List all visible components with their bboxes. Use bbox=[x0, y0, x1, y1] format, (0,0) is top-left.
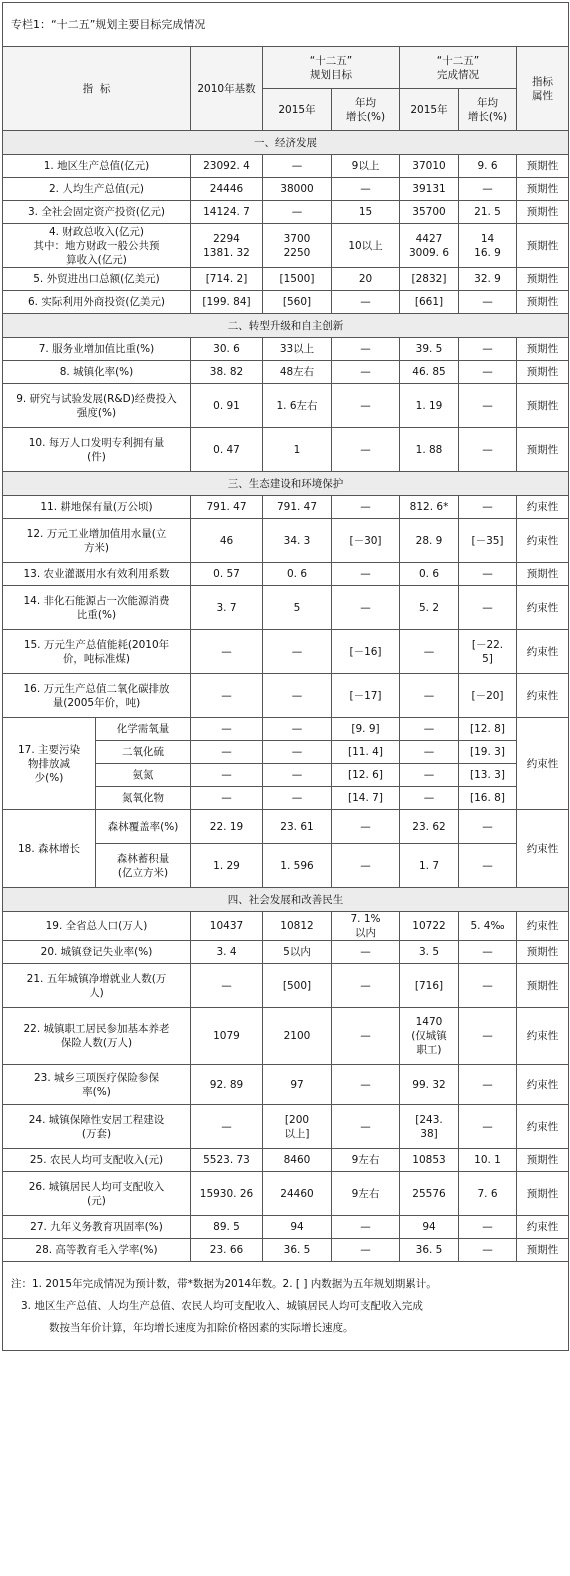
base-2010-cell: 3. 4 bbox=[191, 941, 263, 964]
attribute-cell: 预期性 bbox=[517, 155, 569, 178]
indicator-group-cell: 18. 森林增长 bbox=[3, 810, 96, 888]
plan-2015-cell: 1. 596 bbox=[263, 844, 332, 888]
indicator-cell: 14. 非化石能源占一次能源消费 比重(%) bbox=[3, 586, 191, 630]
base-2010-cell: — bbox=[191, 741, 263, 764]
actual-growth-cell: 7. 6 bbox=[459, 1172, 517, 1216]
actual-2015-cell: 1. 19 bbox=[400, 384, 459, 428]
attribute-cell: 约束性 bbox=[517, 1216, 569, 1239]
actual-2015-cell: 1. 88 bbox=[400, 428, 459, 472]
base-2010-cell: — bbox=[191, 630, 263, 674]
plan-growth-cell: — bbox=[332, 1008, 400, 1065]
actual-2015-cell: 37010 bbox=[400, 155, 459, 178]
plan-growth-cell: — bbox=[332, 384, 400, 428]
attribute-cell: 预期性 bbox=[517, 1172, 569, 1216]
actual-growth-cell: [13. 3] bbox=[459, 764, 517, 787]
table-row bbox=[3, 1239, 569, 1262]
plan-growth-cell: 10以上 bbox=[332, 224, 400, 268]
actual-2015-cell: 3. 5 bbox=[400, 941, 459, 964]
plan-2015-cell: 791. 47 bbox=[263, 496, 332, 519]
plan-2015-cell: 5 bbox=[263, 586, 332, 630]
table-row bbox=[3, 810, 569, 844]
table-row bbox=[3, 1149, 569, 1172]
plan-2015-cell: — bbox=[263, 764, 332, 787]
plan-2015-cell: 24460 bbox=[263, 1172, 332, 1216]
plan-2015-cell: 8460 bbox=[263, 1149, 332, 1172]
base-2010-cell: [714. 2] bbox=[191, 268, 263, 291]
actual-growth-cell: — bbox=[459, 291, 517, 314]
indicator-cell: 13. 农业灌溉用水有效利用系数 bbox=[3, 563, 191, 586]
note-line: 数按当年价计算，年均增长速度为扣除价格因素的实际增长速度。 bbox=[49, 1322, 354, 1334]
plan-2015-cell: 94 bbox=[263, 1216, 332, 1239]
attribute-cell: 约束性 bbox=[517, 718, 569, 810]
indicator-cell: 15. 万元生产总值能耗(2010年 价，吨标准煤) bbox=[3, 630, 191, 674]
table-row bbox=[3, 178, 569, 201]
plan-growth-cell: 7. 1% 以内 bbox=[332, 912, 400, 941]
actual-2015-cell: — bbox=[400, 718, 459, 741]
indicator-cell: 1. 地区生产总值(亿元) bbox=[3, 155, 191, 178]
attribute-cell: 预期性 bbox=[517, 201, 569, 224]
plan-2015-cell: 38000 bbox=[263, 178, 332, 201]
indicator-cell: 26. 城镇居民人均可支配收入 (元) bbox=[3, 1172, 191, 1216]
base-2010-cell: 1. 29 bbox=[191, 844, 263, 888]
actual-2015-cell: 812. 6* bbox=[400, 496, 459, 519]
base-2010-cell: — bbox=[191, 764, 263, 787]
actual-growth-cell: 32. 9 bbox=[459, 268, 517, 291]
plan-growth-cell: 20 bbox=[332, 268, 400, 291]
actual-2015-cell: [243. 38] bbox=[400, 1105, 459, 1149]
table-row bbox=[3, 674, 569, 718]
plan-growth-cell: [－17] bbox=[332, 674, 400, 718]
indicator-cell: 25. 农民人均可支配收入(元) bbox=[3, 1149, 191, 1172]
attribute-cell: 约束性 bbox=[517, 519, 569, 563]
base-2010-cell: — bbox=[191, 787, 263, 810]
actual-2015-cell: 10853 bbox=[400, 1149, 459, 1172]
plan-2015-cell: [500] bbox=[263, 964, 332, 1008]
section-row bbox=[3, 888, 569, 912]
actual-growth-cell: — bbox=[459, 1105, 517, 1149]
attribute-cell: 预期性 bbox=[517, 178, 569, 201]
attribute-cell: 约束性 bbox=[517, 586, 569, 630]
attribute-cell: 预期性 bbox=[517, 224, 569, 268]
actual-growth-cell: — bbox=[459, 1216, 517, 1239]
table-row bbox=[3, 586, 569, 630]
base-2010-cell: [199. 84] bbox=[191, 291, 263, 314]
sub-indicator-cell: 二氧化硫 bbox=[96, 741, 191, 764]
base-2010-cell: — bbox=[191, 674, 263, 718]
attribute-cell: 预期性 bbox=[517, 361, 569, 384]
attribute-cell: 预期性 bbox=[517, 428, 569, 472]
actual-growth-cell: — bbox=[459, 361, 517, 384]
plan-2015-cell: 23. 61 bbox=[263, 810, 332, 844]
table-row bbox=[3, 1216, 569, 1239]
plan-growth-cell: — bbox=[332, 941, 400, 964]
indicator-cell: 5. 外贸进出口总额(亿美元) bbox=[3, 268, 191, 291]
actual-2015-cell: 0. 6 bbox=[400, 563, 459, 586]
attribute-cell: 约束性 bbox=[517, 1065, 569, 1105]
indicator-cell: 27. 九年义务教育巩固率(%) bbox=[3, 1216, 191, 1239]
plan-2015-cell: [1500] bbox=[263, 268, 332, 291]
plan-growth-cell: — bbox=[332, 810, 400, 844]
plan-growth-cell: [9. 9] bbox=[332, 718, 400, 741]
table-row bbox=[3, 964, 569, 1008]
base-2010-cell: 24446 bbox=[191, 178, 263, 201]
section-row bbox=[3, 131, 569, 155]
actual-growth-cell: — bbox=[459, 964, 517, 1008]
note-line: 注：1. 2015年完成情况为预计数，带*数据为2014年数。2. [ ] 内数据为五年规划期累计。 bbox=[11, 1278, 437, 1290]
attribute-cell: 约束性 bbox=[517, 630, 569, 674]
plan-growth-cell: — bbox=[332, 1105, 400, 1149]
indicator-cell: 11. 耕地保有量(万公顷) bbox=[3, 496, 191, 519]
indicator-cell: 3. 全社会固定资产投资(亿元) bbox=[3, 201, 191, 224]
table-row bbox=[3, 201, 569, 224]
table-row bbox=[3, 563, 569, 586]
indicator-cell: 24. 城镇保障性安居工程建设 (万套) bbox=[3, 1105, 191, 1149]
plan-growth-cell: 9以上 bbox=[332, 155, 400, 178]
actual-2015-cell: 5. 2 bbox=[400, 586, 459, 630]
actual-2015-cell: 1. 7 bbox=[400, 844, 459, 888]
header-plan-growth: 年均 增长(%) bbox=[332, 89, 400, 131]
actual-2015-cell: 94 bbox=[400, 1216, 459, 1239]
indicator-cell: 7. 服务业增加值比重(%) bbox=[3, 338, 191, 361]
actual-2015-cell: 39131 bbox=[400, 178, 459, 201]
indicator-cell: 16. 万元生产总值二氧化碳排放 量(2005年价，吨) bbox=[3, 674, 191, 718]
plan-growth-cell: 9左右 bbox=[332, 1172, 400, 1216]
plan-2015-cell: [200 以上] bbox=[263, 1105, 332, 1149]
base-2010-cell: 3. 7 bbox=[191, 586, 263, 630]
base-2010-cell: 2294 1381. 32 bbox=[191, 224, 263, 268]
actual-2015-cell: — bbox=[400, 630, 459, 674]
base-2010-cell: — bbox=[191, 1105, 263, 1149]
base-2010-cell: — bbox=[191, 964, 263, 1008]
actual-2015-cell: 10722 bbox=[400, 912, 459, 941]
attribute-cell: 预期性 bbox=[517, 268, 569, 291]
plan-growth-cell: [－16] bbox=[332, 630, 400, 674]
base-2010-cell: 92. 89 bbox=[191, 1065, 263, 1105]
table-notes bbox=[3, 1262, 569, 1351]
base-2010-cell: 0. 47 bbox=[191, 428, 263, 472]
indicator-cell: 6. 实际利用外商投资(亿美元) bbox=[3, 291, 191, 314]
planning-table-figure bbox=[2, 2, 568, 1351]
actual-growth-cell: 21. 5 bbox=[459, 201, 517, 224]
base-2010-cell: 791. 47 bbox=[191, 496, 263, 519]
attribute-cell: 约束性 bbox=[517, 1105, 569, 1149]
base-2010-cell: 30. 6 bbox=[191, 338, 263, 361]
attribute-cell: 预期性 bbox=[517, 1149, 569, 1172]
indicator-cell: 2. 人均生产总值(元) bbox=[3, 178, 191, 201]
indicator-cell: 4. 财政总收入(亿元) 其中：地方财政一般公共预 算收入(亿元) bbox=[3, 224, 191, 268]
base-2010-cell: 46 bbox=[191, 519, 263, 563]
plan-2015-cell: 2100 bbox=[263, 1008, 332, 1065]
plan-growth-cell: [12. 6] bbox=[332, 764, 400, 787]
actual-2015-cell: — bbox=[400, 787, 459, 810]
plan-growth-cell: — bbox=[332, 361, 400, 384]
actual-2015-cell: 39. 5 bbox=[400, 338, 459, 361]
actual-growth-cell: [16. 8] bbox=[459, 787, 517, 810]
plan-growth-cell: — bbox=[332, 291, 400, 314]
actual-2015-cell: 46. 85 bbox=[400, 361, 459, 384]
header-attribute: 指标 属性 bbox=[517, 47, 569, 131]
base-2010-cell: — bbox=[191, 718, 263, 741]
section-title: 一、经济发展 bbox=[3, 131, 569, 155]
table-row bbox=[3, 361, 569, 384]
base-2010-cell: 10437 bbox=[191, 912, 263, 941]
actual-growth-cell: 10. 1 bbox=[459, 1149, 517, 1172]
section-row bbox=[3, 314, 569, 338]
section-title: 二、转型升级和自主创新 bbox=[3, 314, 569, 338]
base-2010-cell: 38. 82 bbox=[191, 361, 263, 384]
actual-2015-cell: 99. 32 bbox=[400, 1065, 459, 1105]
attribute-cell: 预期性 bbox=[517, 384, 569, 428]
plan-2015-cell: 3700 2250 bbox=[263, 224, 332, 268]
section-row bbox=[3, 472, 569, 496]
header-done-group: “十二五” 完成情况 bbox=[400, 47, 517, 89]
actual-growth-cell: 9. 6 bbox=[459, 155, 517, 178]
base-2010-cell: 89. 5 bbox=[191, 1216, 263, 1239]
base-2010-cell: 14124. 7 bbox=[191, 201, 263, 224]
plan-2015-cell: 33以上 bbox=[263, 338, 332, 361]
header-base-2010: 2010年基数 bbox=[191, 47, 263, 131]
actual-growth-cell: — bbox=[459, 338, 517, 361]
table-row bbox=[3, 519, 569, 563]
sub-indicator-cell: 氨氮 bbox=[96, 764, 191, 787]
plan-2015-cell: — bbox=[263, 201, 332, 224]
actual-2015-cell: 4427 3009. 6 bbox=[400, 224, 459, 268]
actual-growth-cell: — bbox=[459, 941, 517, 964]
plan-2015-cell: — bbox=[263, 787, 332, 810]
actual-growth-cell: — bbox=[459, 496, 517, 519]
plan-2015-cell: 10812 bbox=[263, 912, 332, 941]
section-title: 三、生态建设和环境保护 bbox=[3, 472, 569, 496]
base-2010-cell: 15930. 26 bbox=[191, 1172, 263, 1216]
plan-2015-cell: 34. 3 bbox=[263, 519, 332, 563]
actual-2015-cell: [716] bbox=[400, 964, 459, 1008]
indicator-cell: 9. 研究与试验发展(R&D)经费投入 强度(%) bbox=[3, 384, 191, 428]
attribute-cell: 预期性 bbox=[517, 1239, 569, 1262]
plan-2015-cell: 5以内 bbox=[263, 941, 332, 964]
actual-growth-cell: [－22. 5] bbox=[459, 630, 517, 674]
actual-2015-cell: 28. 9 bbox=[400, 519, 459, 563]
plan-growth-cell: [14. 7] bbox=[332, 787, 400, 810]
actual-growth-cell: — bbox=[459, 810, 517, 844]
plan-2015-cell: 0. 6 bbox=[263, 563, 332, 586]
actual-2015-cell: 35700 bbox=[400, 201, 459, 224]
plan-growth-cell: [－30] bbox=[332, 519, 400, 563]
header-plan-year: 2015年 bbox=[263, 89, 332, 131]
actual-2015-cell: [2832] bbox=[400, 268, 459, 291]
planning-targets-table bbox=[2, 2, 569, 1351]
plan-growth-cell: — bbox=[332, 496, 400, 519]
attribute-cell: 预期性 bbox=[517, 338, 569, 361]
attribute-cell: 预期性 bbox=[517, 563, 569, 586]
indicator-cell: 19. 全省总人口(万人) bbox=[3, 912, 191, 941]
plan-growth-cell: — bbox=[332, 428, 400, 472]
header-done-year: 2015年 bbox=[400, 89, 459, 131]
table-row bbox=[3, 155, 569, 178]
plan-growth-cell: 9左右 bbox=[332, 1149, 400, 1172]
actual-growth-cell: [19. 3] bbox=[459, 741, 517, 764]
plan-2015-cell: 36. 5 bbox=[263, 1239, 332, 1262]
attribute-cell: 约束性 bbox=[517, 912, 569, 941]
note-line: 3. 地区生产总值、人均生产总值、农民人均可支配收入、城镇居民人均可支配收入完成 bbox=[21, 1300, 423, 1312]
plan-growth-cell: — bbox=[332, 1239, 400, 1262]
actual-growth-cell: — bbox=[459, 1239, 517, 1262]
actual-2015-cell: [661] bbox=[400, 291, 459, 314]
actual-growth-cell: — bbox=[459, 1008, 517, 1065]
actual-growth-cell: — bbox=[459, 1065, 517, 1105]
sub-indicator-cell: 氮氧化物 bbox=[96, 787, 191, 810]
plan-2015-cell: — bbox=[263, 155, 332, 178]
actual-growth-cell: [－20] bbox=[459, 674, 517, 718]
plan-growth-cell: — bbox=[332, 178, 400, 201]
attribute-cell: 约束性 bbox=[517, 496, 569, 519]
base-2010-cell: 22. 19 bbox=[191, 810, 263, 844]
table-row bbox=[3, 428, 569, 472]
plan-2015-cell: 48左右 bbox=[263, 361, 332, 384]
actual-2015-cell: — bbox=[400, 764, 459, 787]
sub-indicator-cell: 森林蓄积量 (亿立方米) bbox=[96, 844, 191, 888]
table-row bbox=[3, 338, 569, 361]
actual-growth-cell: [－35] bbox=[459, 519, 517, 563]
plan-growth-cell: — bbox=[332, 338, 400, 361]
header-indicator: 指 标 bbox=[3, 47, 191, 131]
table-row bbox=[3, 496, 569, 519]
indicator-cell: 20. 城镇登记失业率(%) bbox=[3, 941, 191, 964]
actual-2015-cell: 36. 5 bbox=[400, 1239, 459, 1262]
table-row bbox=[3, 630, 569, 674]
attribute-cell: 约束性 bbox=[517, 1008, 569, 1065]
actual-growth-cell: — bbox=[459, 384, 517, 428]
plan-growth-cell: — bbox=[332, 844, 400, 888]
plan-growth-cell: 15 bbox=[332, 201, 400, 224]
indicator-cell: 21. 五年城镇净增就业人数(万 人) bbox=[3, 964, 191, 1008]
plan-growth-cell: — bbox=[332, 586, 400, 630]
plan-2015-cell: — bbox=[263, 741, 332, 764]
actual-growth-cell: — bbox=[459, 563, 517, 586]
plan-2015-cell: — bbox=[263, 674, 332, 718]
indicator-cell: 10. 每万人口发明专利拥有量 (件) bbox=[3, 428, 191, 472]
base-2010-cell: 0. 91 bbox=[191, 384, 263, 428]
attribute-cell: 约束性 bbox=[517, 674, 569, 718]
plan-2015-cell: [560] bbox=[263, 291, 332, 314]
base-2010-cell: 1079 bbox=[191, 1008, 263, 1065]
plan-2015-cell: — bbox=[263, 630, 332, 674]
actual-growth-cell: 14 16. 9 bbox=[459, 224, 517, 268]
plan-2015-cell: 1 bbox=[263, 428, 332, 472]
attribute-cell: 预期性 bbox=[517, 291, 569, 314]
indicator-group-cell: 17. 主要污染 物排放减 少(%) bbox=[3, 718, 96, 810]
base-2010-cell: 23. 66 bbox=[191, 1239, 263, 1262]
indicator-cell: 28. 高等教育毛入学率(%) bbox=[3, 1239, 191, 1262]
attribute-cell: 预期性 bbox=[517, 964, 569, 1008]
actual-growth-cell: — bbox=[459, 586, 517, 630]
actual-growth-cell: 5. 4‰ bbox=[459, 912, 517, 941]
table-row bbox=[3, 384, 569, 428]
plan-2015-cell: 1. 6左右 bbox=[263, 384, 332, 428]
indicator-cell: 12. 万元工业增加值用水量(立 方米) bbox=[3, 519, 191, 563]
table-row bbox=[3, 912, 569, 941]
plan-growth-cell: — bbox=[332, 1065, 400, 1105]
table-caption: 专栏1：“十二五”规划主要目标完成情况 bbox=[3, 3, 569, 47]
actual-growth-cell: — bbox=[459, 428, 517, 472]
table-row bbox=[3, 941, 569, 964]
attribute-cell: 约束性 bbox=[517, 810, 569, 888]
table-row bbox=[3, 268, 569, 291]
table-row bbox=[3, 1105, 569, 1149]
actual-2015-cell: 1470 (仅城镇 职工) bbox=[400, 1008, 459, 1065]
plan-growth-cell: — bbox=[332, 1216, 400, 1239]
base-2010-cell: 0. 57 bbox=[191, 563, 263, 586]
indicator-cell: 22. 城镇职工居民参加基本养老 保险人数(万人) bbox=[3, 1008, 191, 1065]
table-row bbox=[3, 291, 569, 314]
plan-2015-cell: 97 bbox=[263, 1065, 332, 1105]
base-2010-cell: 5523. 73 bbox=[191, 1149, 263, 1172]
notes-row bbox=[3, 1262, 569, 1351]
table-row bbox=[3, 224, 569, 268]
table-row bbox=[3, 1172, 569, 1216]
indicator-cell: 23. 城乡三项医疗保险参保 率(%) bbox=[3, 1065, 191, 1105]
table-row bbox=[3, 1065, 569, 1105]
actual-growth-cell: — bbox=[459, 178, 517, 201]
indicator-cell: 8. 城镇化率(%) bbox=[3, 361, 191, 384]
plan-growth-cell: — bbox=[332, 563, 400, 586]
actual-2015-cell: — bbox=[400, 741, 459, 764]
plan-growth-cell: [11. 4] bbox=[332, 741, 400, 764]
plan-2015-cell: — bbox=[263, 718, 332, 741]
actual-growth-cell: [12. 8] bbox=[459, 718, 517, 741]
header-plan-group: “十二五” 规划目标 bbox=[263, 47, 400, 89]
table-row bbox=[3, 1008, 569, 1065]
table-row bbox=[3, 718, 569, 741]
sub-indicator-cell: 化学需氧量 bbox=[96, 718, 191, 741]
plan-growth-cell: — bbox=[332, 964, 400, 1008]
actual-growth-cell: — bbox=[459, 844, 517, 888]
section-title: 四、社会发展和改善民生 bbox=[3, 888, 569, 912]
header-done-growth: 年均 增长(%) bbox=[459, 89, 517, 131]
base-2010-cell: 23092. 4 bbox=[191, 155, 263, 178]
actual-2015-cell: 23. 62 bbox=[400, 810, 459, 844]
attribute-cell: 预期性 bbox=[517, 941, 569, 964]
sub-indicator-cell: 森林覆盖率(%) bbox=[96, 810, 191, 844]
actual-2015-cell: — bbox=[400, 674, 459, 718]
actual-2015-cell: 25576 bbox=[400, 1172, 459, 1216]
